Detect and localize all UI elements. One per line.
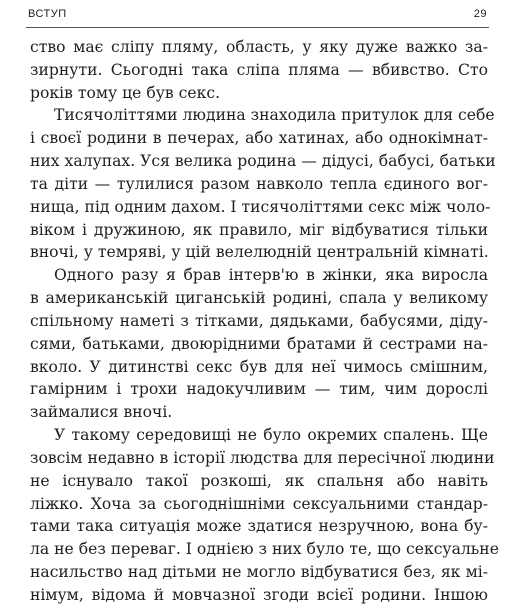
text-line: сями, батьками, двоюрідними братами й сестрами на- [30, 334, 488, 353]
text-line: та діти — тулилися разом навколо тепла єдиного вог- [30, 174, 488, 193]
text-line: У такому середовищі не було окремих спалень. Ще [54, 426, 488, 445]
text-line: насильство над дітьми не могло відбуватися без, як мі- [30, 563, 488, 582]
paragraph-2 [30, 104, 496, 264]
header-rule [26, 27, 489, 28]
text-line: зовсім недавно в історії людства для пересічної людини [30, 448, 495, 467]
text-line: в американській циганській родині, спала у великому [30, 289, 488, 308]
running-header [28, 8, 487, 26]
text-line: Одного разу я брав інтерв'ю в жінки, яка виросла [54, 266, 488, 285]
paragraph-3 [30, 264, 488, 424]
section-title: ВСТУП [28, 8, 67, 20]
text-line: ла не без переваг. І однією з них було те, що сексуальне [30, 540, 499, 559]
text-line: спільному наметі з тітками, дядьками, бабусями, діду- [30, 311, 488, 330]
text-line: Тисячоліттями людина знаходила притулок для себе [54, 106, 495, 125]
text-line: ліжко. Хоча за сьогоднішніми сексуальними стандар- [30, 494, 488, 513]
body-text [30, 36, 499, 607]
text-line: німум, відома й мовчазної згоди всієї родини. Іншою [30, 585, 488, 604]
text-line: зирнути. Сьогодні така сліпа пляма — вбивство. Сто [30, 60, 488, 79]
text-line: ство має сліпу пляму, область, у яку дуже важко за- [30, 38, 488, 56]
text-line: вколо. У дитинстві секс був для неї чимось смішним, [30, 357, 488, 376]
text-line: них халупах. Уся велика родина — дідусі, бабусі, батьки [30, 152, 496, 171]
text-line: гамірним і трохи надокучливим — тим, чим дорослі [30, 380, 488, 399]
paragraph-4 [30, 424, 499, 607]
text-line: віком і дружиною, як правило, міг відбуватися тільки [30, 220, 488, 239]
text-line: вночі, у темряві, у цій велелюдній центральній кімнаті. [30, 243, 489, 262]
text-line: не існувало такої розкоші, як спальня або навіть [30, 471, 488, 490]
text-line: років тому це був секс. [30, 83, 221, 102]
text-line: тами така ситуація може здатися незручною, вона бу- [30, 517, 488, 536]
text-line: займалися вночі. [30, 403, 173, 422]
text-line: і своєї родини в печерах, або хатинах, або однокімнат- [30, 129, 488, 148]
paragraph-1 [30, 36, 488, 104]
text-line: нища, під одним дахом. І тисячоліттями секс між чоло- [30, 197, 491, 216]
page-number: 29 [473, 8, 487, 20]
